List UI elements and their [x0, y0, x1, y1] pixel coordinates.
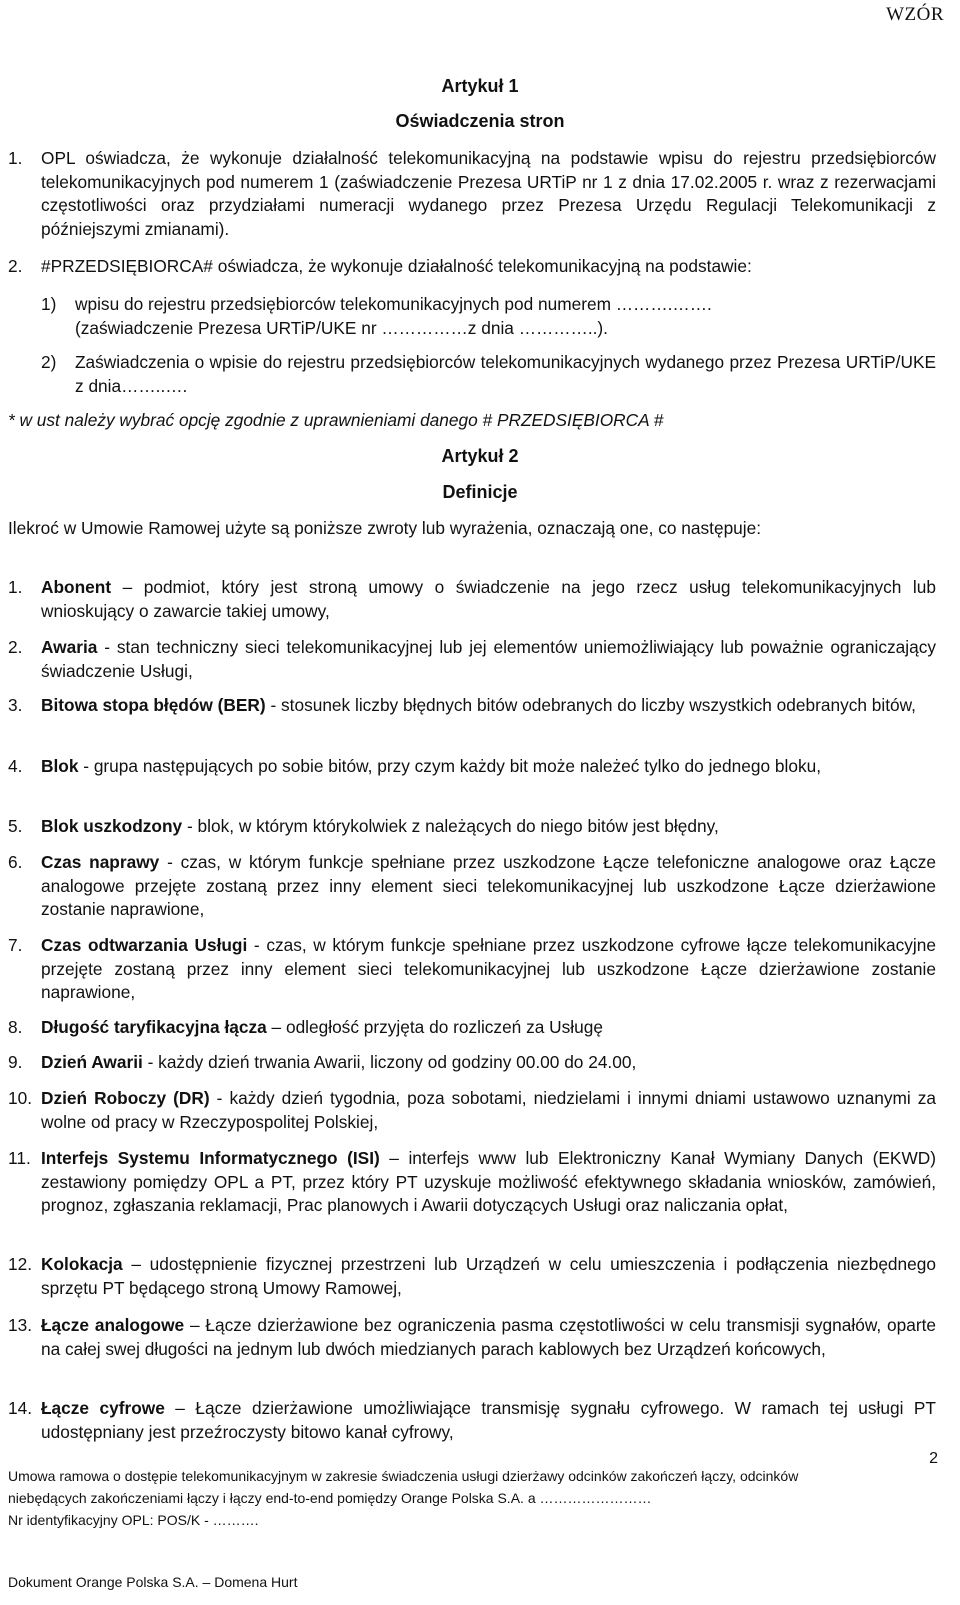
subpoint-number: 2) [41, 352, 57, 372]
definition-text: podmiot, który jest stroną umowy o świadczenie na jego rzecz usług telekomunikacyjnych lub wnioskujący o zawarcie takiej umowy, [41, 577, 936, 621]
definition-text: udostępnienie fizycznej przestrzeni lub Urządzeń w celu umieszczenia i podłączenia niezbędnego sprzętu PT będącego stroną Umowy Ramowej, [41, 1254, 936, 1298]
definition-term: Blok [41, 756, 79, 776]
definition-separator: – [164, 1398, 196, 1418]
definition-separator: - [247, 935, 267, 955]
definition-text: każdy dzień trwania Awarii, liczony od godziny 00.00 do 24.00, [158, 1052, 637, 1072]
definition-term: Dzień Awarii [41, 1052, 143, 1072]
subpoint-line-2: (zaświadczenie Prezesa URTiP/UKE nr ……………z dnia …………..). [75, 317, 608, 338]
definition-text: interfejs www lub Elektroniczny Kanał Wymiany Danych (EKWD) zestawiony pomiędzy OPL a PT, przez który PT uzyskuje możliwość efektywnego składania wniosków, zamówień, prognoz, zgłaszania reklamacji, Prac planowych i Awarii dotyczących Usługi oraz naliczania opłat, [41, 1148, 936, 1215]
definition-text: grupa następujących po sobie bitów, przy czym każdy bit może należeć tylko do jednego bloku, [93, 756, 821, 776]
subpoint-text: Zaświadczenia o wpisie do rejestru przedsiębiorców telekomunikacyjnych wydanego przez Prezesa URTiP/UKE z dnia……..…. [75, 352, 936, 396]
definition-separator: - [182, 816, 198, 836]
page-number: 2 [929, 1450, 938, 1467]
definition-text: czas, w którym funkcje spełniane przez uszkodzone cyfrowe łącze telekomunikacyjne przejęte zostaną przez inny element sieci telekomunikacyjnej lub uszkodzone Łącze dzierżawione zostanie naprawione, [41, 935, 936, 1002]
subpoint-2 [41, 351, 936, 398]
definition-term: Łącze cyfrowe [41, 1398, 165, 1418]
definition-term: Długość taryfikacyjna łącza [41, 1017, 267, 1037]
definition-separator: - [265, 695, 282, 715]
definition-separator: – [111, 577, 144, 597]
article-1-paragraph-2 [8, 255, 936, 279]
article-2-title: Artykuł 2 [441, 446, 519, 466]
definition-item [8, 636, 936, 683]
definition-separator: – [184, 1315, 206, 1335]
definition-number: 5. [8, 816, 23, 836]
footer-line-3: Nr identyfikacyjny OPL: POS/K - ………. [8, 1512, 259, 1528]
definition-item [8, 694, 936, 718]
definition-separator: - [97, 637, 117, 657]
definition-term: Łącze analogowe [41, 1315, 185, 1335]
subpoint-1 [41, 293, 936, 340]
definition-term: Blok uszkodzony [41, 816, 183, 836]
definition-text: Łącze dzierżawione umożliwiające transmisję sygnału cyfrowego. W ramach tej usługi PT udostępniany jest przeźroczysty bitowo kanał cyfrowy, [41, 1398, 936, 1442]
definition-item [8, 815, 936, 839]
definition-separator: - [209, 1088, 230, 1108]
definition-number: 10. [8, 1088, 33, 1108]
definition-item [8, 851, 936, 922]
definition-term: Interfejs Systemu Informatycznego (ISI) [41, 1148, 380, 1168]
definition-text: stan techniczny sieci telekomunikacyjnej lub jej elementów uniemożliwiający lub poważnie ograniczający świadczenie Usługi, [41, 637, 936, 681]
definition-number: 14. [8, 1398, 33, 1418]
definition-text: stosunek liczby błędnych bitów odebranych do liczby wszystkich odebranych bitów, [281, 695, 916, 715]
subpoint-number: 1) [41, 294, 57, 314]
definition-number: 7. [8, 935, 23, 955]
definition-term: Czas odtwarzania Usługi [41, 935, 248, 955]
definition-text: każdy dzień tygodnia, poza sobotami, niedzielami i innymi dniami ustawowo uznanymi za wolne od pracy w Rzeczypospolitej Polskiej, [41, 1088, 937, 1132]
definition-term: Awaria [41, 637, 98, 657]
article-2-subtitle: Definicje [442, 482, 518, 502]
definition-number: 11. [8, 1148, 31, 1168]
definition-text: czas, w którym funkcje spełniane przez uszkodzone Łącze telefoniczne analogowe oraz Łącze analogowe przejęte zostaną przez inny element sieci telekomunikacyjnej lub uszkodzone Łącze dzierżawione zostanie naprawione, [41, 852, 936, 919]
definition-number: 4. [8, 756, 23, 776]
definitions-intro: Ilekroć w Umowie Ramowej użyte są poniższe zwroty lub wyrażenia, oznaczają one, co następuje: [8, 518, 762, 538]
definition-separator: – [266, 1017, 286, 1037]
definition-item [8, 755, 936, 779]
article-1-paragraph-1 [8, 147, 936, 241]
definition-separator: - [78, 756, 94, 776]
definition-item [8, 1016, 936, 1040]
definition-item [8, 1314, 936, 1361]
paragraph-number: 1. [8, 148, 23, 168]
definition-item [8, 1147, 936, 1218]
definition-number: 13. [8, 1315, 33, 1335]
definition-term: Kolokacja [41, 1254, 123, 1274]
definition-separator: – [122, 1254, 150, 1274]
definition-term: Czas naprawy [41, 852, 160, 872]
definition-term: Abonent [41, 577, 112, 597]
definition-separator: - [159, 852, 181, 872]
definition-term: Dzień Roboczy (DR) [41, 1088, 210, 1108]
definition-item [8, 1051, 936, 1075]
definition-item [8, 934, 936, 1005]
definition-number: 6. [8, 852, 23, 872]
article-1-subtitle: Oświadczenia stron [395, 111, 565, 131]
definition-item [8, 1087, 936, 1134]
definition-item [8, 1253, 936, 1300]
definition-text: Łącze dzierżawione bez ograniczenia pasma częstotliwości w celu transmisji sygnałów, oparte na całej swej długości na jednym lub dwóch miedzianych parach kablowych bez Urządzeń końcowych, [41, 1315, 936, 1359]
wzor-stamp: WZÓR [886, 4, 944, 25]
footer-line-4: Dokument Orange Polska S.A. – Domena Hurt [8, 1574, 298, 1590]
definition-number: 1. [8, 577, 23, 597]
definition-separator: - [142, 1052, 159, 1072]
definition-item [8, 1397, 936, 1444]
subpoint-line-1: wpisu do rejestru przedsiębiorców telekomunikacyjnych pod numerem ……….……. [75, 294, 712, 314]
definition-number: 2. [8, 637, 23, 657]
definition-term: Bitowa stopa błędów (BER) [41, 695, 266, 715]
paragraph-text: #PRZEDSIĘBIORCA# oświadcza, że wykonuje działalność telekomunikacyjną na podstawie: [41, 256, 752, 276]
footnote-instruction: * w ust należy wybrać opcję zgodnie z uprawnieniami danego # PRZEDSIĘBIORCA # [8, 410, 664, 430]
paragraph-text: OPL oświadcza, że wykonuje działalność telekomunikacyjną na podstawie wpisu do rejestru przedsiębiorców telekomunikacyjnych pod numerem 1 (zaświadczenie Prezesa URTiP nr 1 z dnia 17.02.2005 r. wraz z rezerwacjami częstotliwości oraz przydziałami numeracji wydanego przez Prezesa Urzędu Regulacji Telekomunikacji z późniejszymi zmianami). [41, 148, 936, 239]
paragraph-number: 2. [8, 256, 23, 276]
definition-number: 8. [8, 1017, 23, 1037]
definition-text: blok, w którym którykolwiek z należących do niego bitów jest błędny, [197, 816, 719, 836]
definition-item [8, 576, 936, 623]
definition-separator: – [379, 1148, 409, 1168]
footer-line-1: Umowa ramowa o dostępie telekomunikacyjnym w zakresie świadczenia usługi dzierżawy odcinków zakończeń łączy, odcinków [8, 1468, 799, 1484]
definition-number: 12. [8, 1254, 33, 1274]
footer-line-2: niebędących zakończeniami łączy i łączy end-to-end pomiędzy Orange Polska S.A. a …………………… [8, 1490, 652, 1506]
article-1-title: Artykuł 1 [441, 76, 519, 96]
definition-number: 3. [8, 695, 23, 715]
definition-number: 9. [8, 1052, 23, 1072]
definition-text: odległość przyjęta do rozliczeń za Usługę [285, 1017, 603, 1037]
